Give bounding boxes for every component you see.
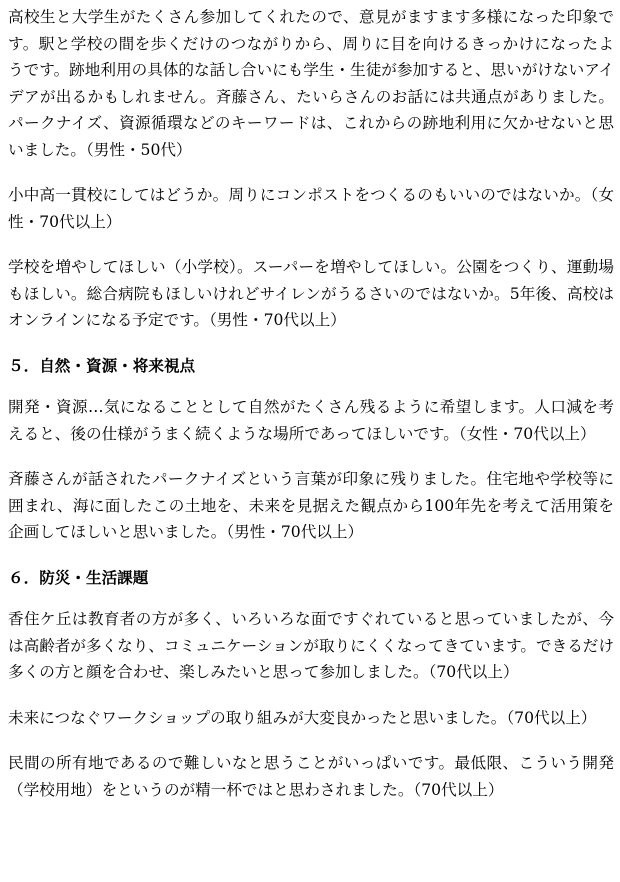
comment-paragraph: 小中高一貫校にしてはどうか。周りにコンポストをつくるのもいいのではないか。（女性・70代以上） [8, 186, 614, 231]
comment-paragraph: 香住ケ丘は教育者の方が多く、いろいろな面ですぐれていると思っていましたが、今は高齢者が多くなり、コミュニケーションが取りにくくなってきています。できるだけ多くの方と顔を合わせ、楽しみたいと思って参加しました。（70代以上） [8, 610, 614, 681]
comment-paragraph: 斉藤さんが話されたパークナイズという言葉が印象に残りました。住宅地や学校等に囲まれ、海に面したこの土地を、未来を見据えた観点から100年先を考えて活用策を企画してほしいと思いました。（男性・70代以上） [8, 470, 614, 541]
comment-paragraph: 高校生と大学生がたくさん参加してくれたので、意見がますます多様になった印象です。駅と学校の間を歩くだけのつながりから、周りに目を向けるきっかけになったようです。跡地利用の具体的な話し合いにも学生・生徒が参加すると、思いがけないアイデアが出るかもしれません。斉藤さん、たいらさんのお話には共通点がありました。パークナイズ、資源循環などのキーワードは、これからの跡地利用に欠かせないと思いました。（男性・50代） [8, 8, 614, 159]
comment-paragraph: 未来につなぐワークショップの取り組みが大変良かったと思いました。（70代以上） [8, 708, 597, 727]
comment-paragraph: 開発・資源…気になることとして自然がたくさん残るように希望します。人口減を考えると、後の仕様がうまく続くような場所であってほしいです。（女性・70代以上） [8, 398, 614, 443]
document-page [8, 4, 614, 822]
comment-paragraph: 学校を増やしてほしい（小学校）。スーパーを増やしてほしい。公園をつくり、運動場もほしい。総合病院もほしいけれどサイレンがうるさいのではないか。5年後、高校はオンラインになる予定です。（男性・70代以上） [8, 258, 614, 329]
section-heading: ５．自然・資源・将来視点 [8, 356, 196, 375]
comment-paragraph: 民間の所有地であるので難しいなと思うことがいっぱいです。最低限、こういう開発（学校用地）をというのが精一杯ではと思わされました。（70代以上） [8, 754, 614, 799]
section-heading: ６．防災・生活課題 [8, 568, 149, 587]
